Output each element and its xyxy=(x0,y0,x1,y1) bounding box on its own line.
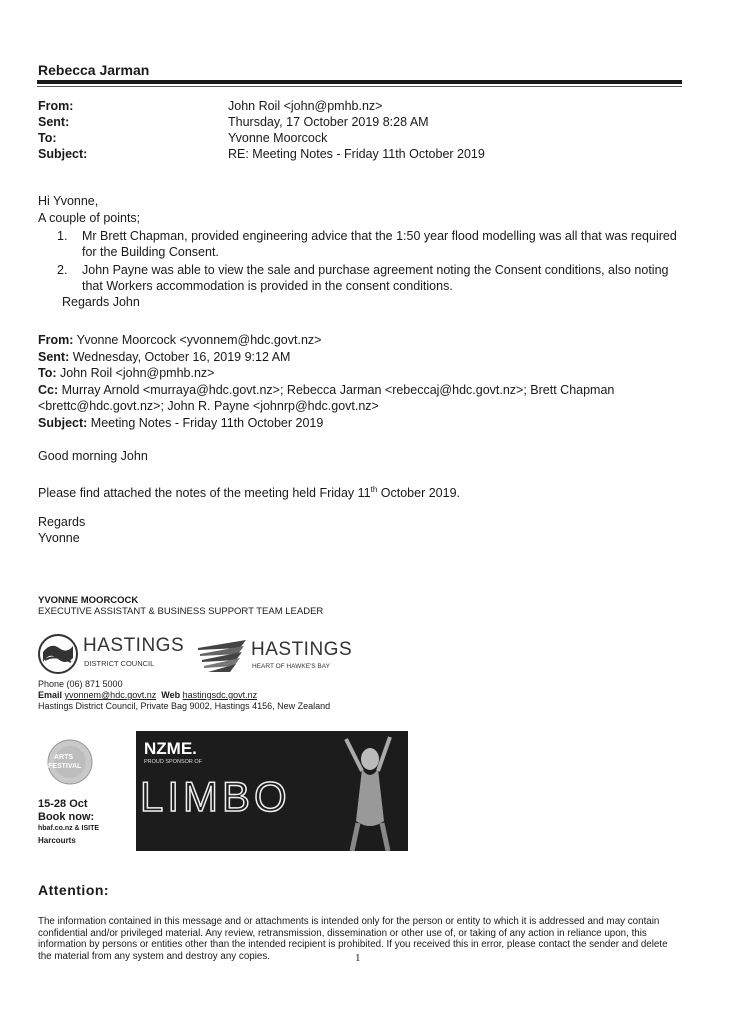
fwd-to-value: John Roil <john@pmhb.nz> xyxy=(60,366,215,380)
festival-site: hbaf.co.nz & ISITE xyxy=(38,825,100,832)
banner-proud: PROUD SPONSOR OF xyxy=(144,759,203,765)
festival-line1: ARTS xyxy=(54,754,74,761)
fwd-from-label: From: xyxy=(38,333,74,347)
signature-contact xyxy=(38,690,257,700)
list-item-number: 1. xyxy=(57,229,68,243)
signature-address: Hastings District Council, Private Bag 9002, Hastings 4156, New Zealand xyxy=(38,701,331,711)
signature-name: YVONNE MOORCOCK xyxy=(38,595,139,606)
reply-greeting: Hi Yvonne, xyxy=(38,194,99,208)
festival-book: Book now: xyxy=(38,811,95,823)
list-item-text: Mr Brett Chapman, provided engineering advice that the 1:50 year flood modelling was all that was required for the Building Consent. xyxy=(82,229,677,259)
fwd-sent-value: Wednesday, October 16, 2019 9:12 AM xyxy=(72,349,291,364)
reply-points-list xyxy=(57,228,687,296)
fwd-subject-value: Meeting Notes - Friday 11th October 2019 xyxy=(90,415,324,430)
list-item xyxy=(57,262,687,294)
performer-silhouette-icon xyxy=(332,731,402,851)
forwarded-header xyxy=(38,332,678,431)
fwd-greeting: Good morning John xyxy=(38,449,148,463)
subject-label: Subject: xyxy=(38,147,88,161)
festival-dates: 15-28 Oct xyxy=(38,798,88,810)
festival-line2: FESTIVAL xyxy=(48,763,82,770)
logo1-sub: DISTRICT COUNCIL xyxy=(84,659,155,668)
fwd-sent-label: Sent: xyxy=(38,349,70,364)
to-value: Yvonne Moorcock xyxy=(228,131,328,145)
festival-sponsor: Harcourts xyxy=(38,836,76,845)
web-link[interactable]: hastingsdc.govt.nz xyxy=(182,690,258,700)
fwd-body-text-end: October 2019. xyxy=(377,486,460,501)
list-item-number: 2. xyxy=(57,263,68,277)
festival-badge-icon xyxy=(46,738,94,786)
fwd-cc-value: Murray Arnold <murraya@hdc.govt.nz>; Rebecca Jarman <rebeccaj@hdc.govt.nz>; Brett Chapman <brettc@hdc.govt.nz>; John R. Payne <johnrp@hdc.govt.nz> xyxy=(38,382,615,413)
fwd-body-text: Please find attached the notes of the meeting held Friday 11 xyxy=(38,486,371,501)
fwd-body xyxy=(38,482,460,501)
list-item xyxy=(57,228,687,260)
fwd-name: Yvonne xyxy=(38,531,80,545)
document-owner: Rebecca Jarman xyxy=(38,62,150,78)
fwd-from-value: Yvonne Moorcock <yvonnem@hdc.govt.nz> xyxy=(76,333,322,347)
from-value: John Roil <john@pmhb.nz> xyxy=(228,99,383,113)
hastings-heart-logo xyxy=(196,636,356,678)
sent-label: Sent: xyxy=(38,115,70,129)
web-label: Web xyxy=(161,690,181,700)
logo1-main: HASTINGS xyxy=(83,635,185,656)
page-number: 1 xyxy=(355,952,361,964)
header-rule-thin xyxy=(37,86,682,87)
hastings-district-council-logo xyxy=(37,632,187,676)
fwd-cc-label: Cc: xyxy=(38,382,59,397)
logo2-sub: HEART OF HAWKE'S BAY xyxy=(252,663,330,670)
signature-title: EXECUTIVE ASSISTANT & BUSINESS SUPPORT TEAM LEADER xyxy=(38,606,324,617)
fwd-subject-label: Subject: xyxy=(38,415,88,430)
fwd-to-label: To: xyxy=(38,366,57,380)
from-label: From: xyxy=(38,99,74,113)
header-rule xyxy=(37,80,682,84)
subject-value: RE: Meeting Notes - Friday 11th October 2019 xyxy=(228,147,485,161)
fwd-regards: Regards xyxy=(38,515,86,529)
banner-nzme: NZME. xyxy=(144,739,197,758)
limbo-banner xyxy=(136,731,408,851)
arts-festival-panel xyxy=(34,732,134,852)
to-label: To: xyxy=(38,131,57,145)
logo2-main: HASTINGS xyxy=(251,639,353,660)
signature-phone: Phone (06) 871 5000 xyxy=(38,679,123,689)
sent-value: Thursday, 17 October 2019 8:28 AM xyxy=(228,115,429,129)
attention-text: The information contained in this message and or attachments is intended only for the person or entity to which it is addressed and may contain confidential and/or privileged material. Any review, retransmission, dissemination or other use of, or taking of any action in reliance upon, this information by persons or entities other than the intended recipient is prohibited. If you received this in error, please contact the sender and delete the material from any system and destroy any copies. xyxy=(38,916,668,962)
email-label: Email xyxy=(38,690,63,700)
list-item-text: John Payne was able to view the sale and purchase agreement noting the Consent conditions, also noting that Workers accommodation is provided in the consent conditions. xyxy=(82,263,669,293)
reply-intro: A couple of points; xyxy=(38,211,141,225)
attention-title: Attention: xyxy=(38,882,110,898)
hawkes-bay-wave-icon xyxy=(196,636,250,676)
banner-show: LIMBO xyxy=(140,773,291,820)
fwd-body-sup: th xyxy=(370,485,378,494)
reply-signoff: Regards John xyxy=(62,295,140,309)
email-link[interactable]: yvonnem@hdc.govt.nz xyxy=(64,690,157,700)
